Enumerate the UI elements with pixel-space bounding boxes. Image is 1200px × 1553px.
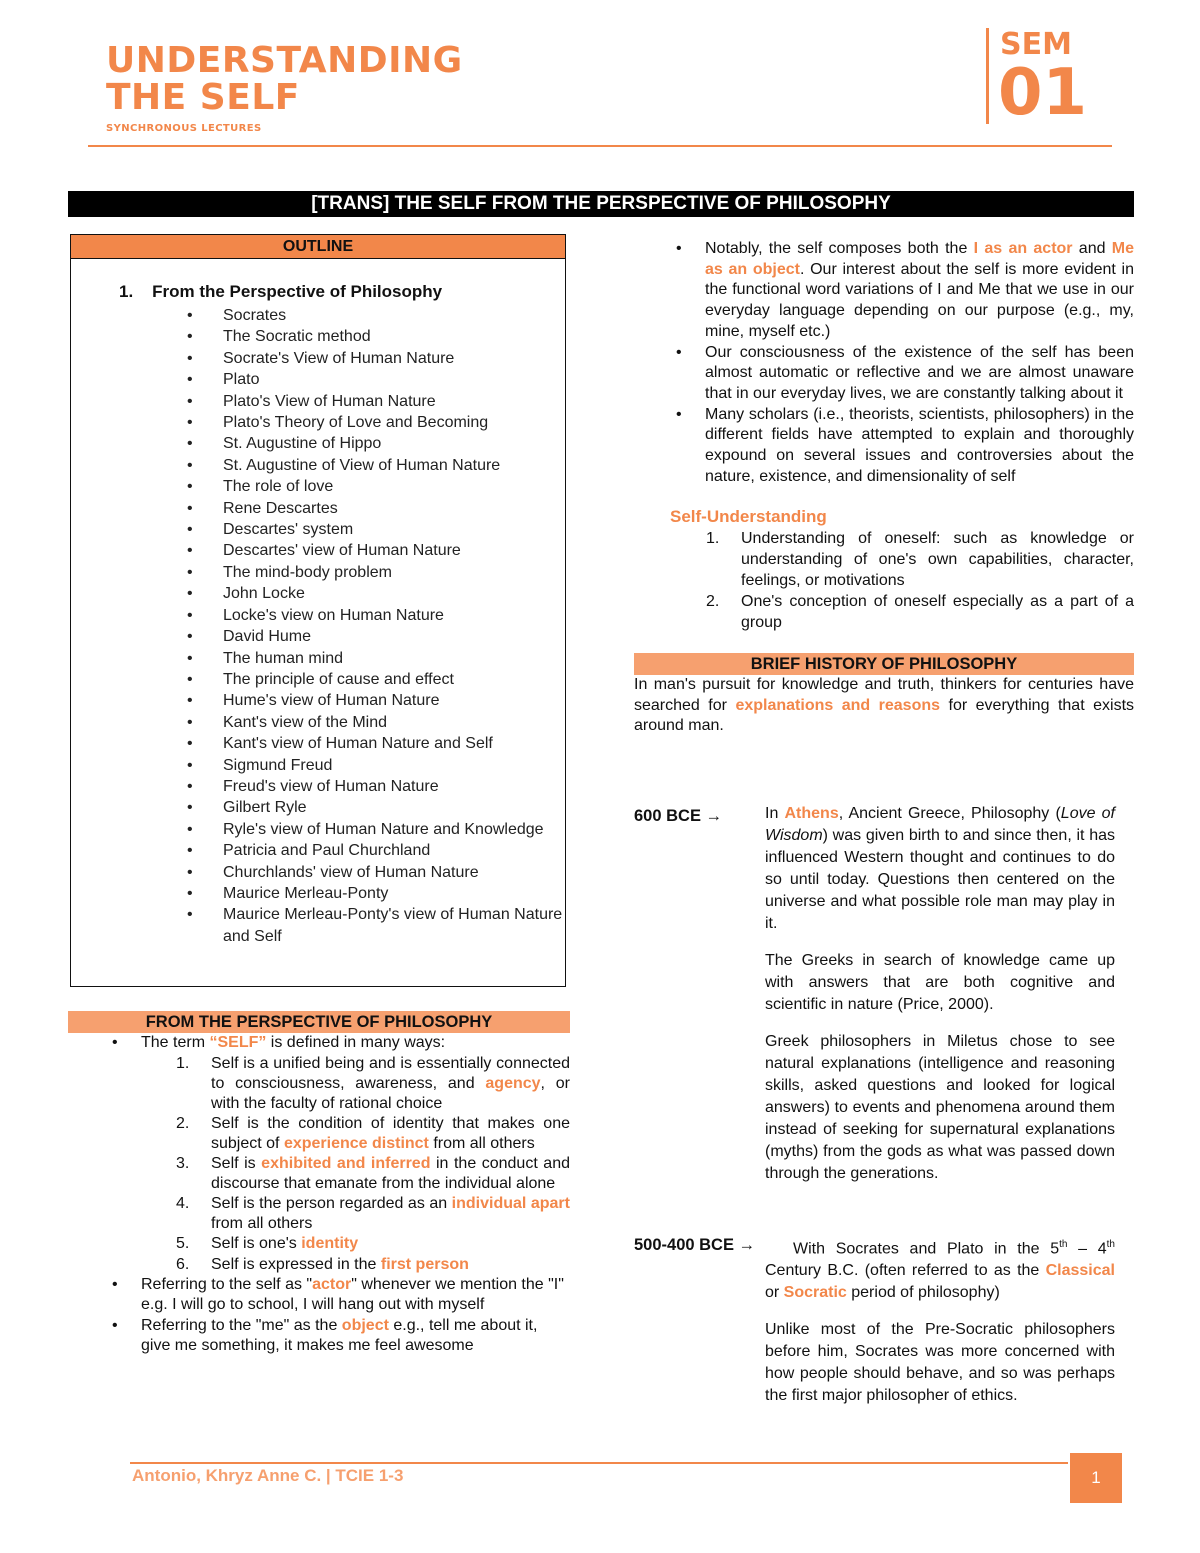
outline-item: • Ryle's view of Human Nature and Knowledge [187,819,565,840]
outline-item: • Plato's Theory of Love and Becoming [187,412,565,433]
perspective-bullet-actor: • Referring to the self as "actor" whenever we mention the "I" e.g. I will go to school, I will hang out with myself [68,1275,570,1316]
self-understanding-item: 2. One's conception of oneself especially as a part of a group [706,593,1134,632]
timeline-label-500bce: 500-400 BCE → [634,1236,756,1254]
outline-item: • Patricia and Paul Churchland [187,840,565,861]
history-intro: In man's pursuit for knowledge and truth, thinkers for centuries have searched for explanations and reasons for everything that exists around man. [634,676,1135,735]
timeline-label-600bce: 600 BCE → [634,807,723,825]
course-subtitle: SYNCHRONOUS LECTURES [106,123,262,134]
self-understanding-item: 1. Understanding of oneself: such as knowledge or understanding of one's own capabilities, character, feelings, or motivations [706,530,1134,590]
sem-label: SEM [1000,27,1072,62]
footer-author: Antonio, Khryz Anne C. | TCIE 1-3 [132,1466,404,1485]
outline-item: • The role of love [187,476,565,497]
header-rule [88,145,1112,147]
history-heading: BRIEF HISTORY OF PHILOSOPHY [634,653,1134,675]
right-column [634,239,1134,737]
highlight-socratic: Socratic [783,1284,847,1302]
outline-item: • The Socratic method [187,326,565,347]
timeline-paragraph: With Socrates and Plato in the 5th – 4th Century B.C. (often referred to as the Classical or Socratic period of philosophy) [765,1239,1115,1302]
timeline-paragraph: In Athens, Ancient Greece, Philosophy (Love of Wisdom) was given birth to and since then, it has influenced Western thought and continues to do so until today. Questions then centered on the universe and what possible role man may play in it. [765,805,1115,932]
page-number: 1 [1070,1453,1122,1503]
outline-list [187,305,565,947]
outline-item: • Plato [187,369,565,390]
highlight-individual: individual apart [451,1195,570,1213]
highlight-experience: experience distinct [283,1134,429,1152]
highlight-agency: agency [485,1074,541,1092]
document-title: [TRANS] THE SELF FROM THE PERSPECTIVE OF PHILOSOPHY [68,191,1134,217]
highlight-object: object [341,1316,389,1334]
definition-item: 5. Self is one's identity [176,1235,359,1253]
definition-item: 6. Self is expressed in the first person [176,1255,469,1273]
outline-item: • Plato's View of Human Nature [187,391,565,412]
outline-box [70,234,566,987]
outline-item: • Kant's view of Human Nature and Self [187,733,565,754]
outline-item: • Kant's view of the Mind [187,712,565,733]
outline-item: • Churchlands' view of Human Nature [187,862,565,883]
outline-item: • Socrates [187,305,565,326]
perspective-section [68,1011,570,1357]
footer-rule [130,1462,1068,1464]
outline-item: • Maurice Merleau-Ponty's view of Human Nature and Self [187,904,565,947]
outline-heading: OUTLINE [71,235,565,259]
outline-item: • Freud's view of Human Nature [187,776,565,797]
highlight-actor: actor [312,1275,352,1293]
course-title-line2: THE SELF [106,77,300,118]
outline-item: • John Locke [187,583,565,604]
outline-item: • The human mind [187,648,565,669]
highlight-first-person: first person [380,1255,469,1273]
self-actor-object-bullet: • Notably, the self composes both the I as an actor and Me as an object. Our interest about the self is more evident in the functional word variations of I and Me that we use in our everyday language depending on our purpose (e.g., my, mine, myself etc.) [634,239,1134,343]
definition-item: 2. Self is the condition of identity that makes one subject of experience distinct from all others [176,1114,570,1152]
outline-item: • The principle of cause and effect [187,669,565,690]
outline-item: • Sigmund Freud [187,755,565,776]
highlight-i-actor: I as an actor [973,240,1073,257]
outline-item: • St. Augustine of View of Human Nature [187,455,565,476]
highlight-exhibited: exhibited and inferred [261,1155,431,1173]
outline-item: • Gilbert Ryle [187,797,565,818]
timeline-text-500bce [765,1234,1115,1407]
outline-section-title: From the Perspective of Philosophy [152,282,443,301]
highlight-identity: identity [301,1235,359,1253]
timeline-paragraph: The Greeks in search of knowledge came up with answers that are both cognitive and scientific in nature (Price, 2000). [765,952,1115,1013]
outline-item: • Socrate's View of Human Nature [187,348,565,369]
self-definitions-list [68,1054,570,1275]
self-understanding-heading: Self-Understanding [670,507,827,527]
definition-item: 4. Self is the person regarded as an individual apart from all others [176,1195,570,1233]
self-understanding-list [634,528,1134,633]
highlight-me-object: Me as an object [705,240,1135,278]
outline-item: • David Hume [187,626,565,647]
perspective-bullet-object: • Referring to the "me" as the object e.g., tell me about it, give me something, it makes me feel awesome [68,1316,570,1357]
outline-item: • Maurice Merleau-Ponty [187,883,565,904]
outline-section-number: 1. [119,282,134,301]
highlight-athens: Athens [784,805,839,822]
timeline-text-600bce [765,803,1115,1185]
highlight-self: “SELF” [209,1034,267,1051]
outline-item: • St. Augustine of Hippo [187,433,565,454]
outline-item: • The mind-body problem [187,562,565,583]
definition-item: 1. Self is a unified being and is essentially connected to consciousness, awareness, and agency, or with the faculty of rational choice [176,1054,571,1112]
perspective-bullet-term: • The term “SELF” is defined in many ways: [68,1033,570,1054]
outline-item: • Locke's view on Human Nature [187,605,565,626]
outline-section [119,282,442,303]
timeline-paragraph: Unlike most of the Pre-Socratic philosophers before him, Socrates was more concerned with how people should behave, and so was perhaps the first major philosopher of ethics. [765,1321,1115,1405]
consciousness-bullet: • Our consciousness of the existence of the self has been almost automatic or reflective and we are almost unaware that in our everyday lives, we are constantly talking about it [634,343,1134,405]
course-title [106,42,463,116]
sem-divider [986,28,989,124]
highlight-classical: Classical [1045,1262,1115,1280]
outline-item: • Descartes' view of Human Nature [187,540,565,561]
scholars-bullet: • Many scholars (i.e., theorists, scientists, philosophers) in the different fields have attempted to explain and thoroughly expound on several issues and controversies about the nature, existence, and dimensionality of self [634,405,1134,488]
definition-item: 3. Self is exhibited and inferred in the conduct and discourse that emanate from the individual alone [176,1155,570,1193]
outline-item: • Rene Descartes [187,498,565,519]
timeline-paragraph: Greek philosophers in Miletus chose to see natural explanations (intelligence and reasoning skills, asked questions and looked for logical answers) to events and phenomena around them instead of seeking for supernatural explanations (myths) from the gods as what was passed down through the generations. [765,1033,1115,1182]
perspective-heading: FROM THE PERSPECTIVE OF PHILOSOPHY [68,1011,570,1033]
course-title-line1: UNDERSTANDING [106,40,463,81]
sem-number: 01 [998,56,1088,130]
highlight-explanations: explanations and reasons [735,696,941,714]
outline-item: • Descartes' system [187,519,565,540]
outline-item: • Hume's view of Human Nature [187,690,565,711]
